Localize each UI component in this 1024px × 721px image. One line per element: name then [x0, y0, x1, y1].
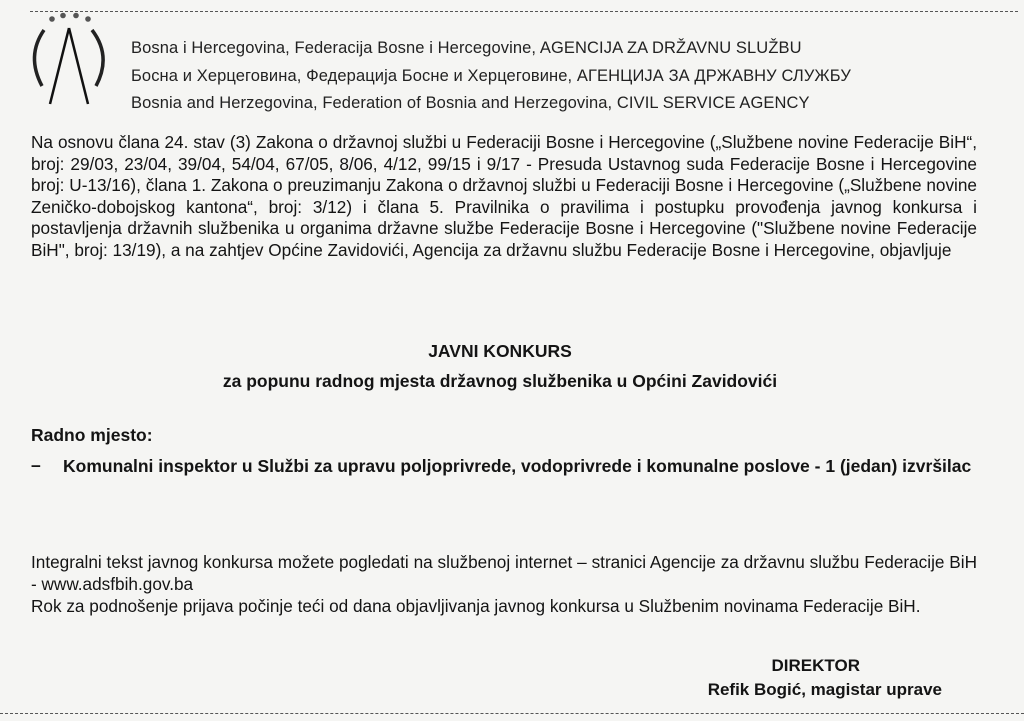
signature-name: Refik Bogić, magistar uprave — [707, 680, 942, 699]
signature-role: DIREKTOR — [771, 656, 860, 675]
dashed-border-top — [30, 11, 1018, 12]
position-description: Komunalni inspektor u Službi za upravu poljoprivrede, vodoprivrede i komunalne poslove - 1 (jedan) izvršilac — [63, 456, 972, 476]
dashed-border-bottom — [0, 713, 1024, 714]
position-label: Radno mjesto: — [31, 425, 153, 445]
signature-block — [708, 654, 942, 702]
announcement-title: JAVNI KONKURS — [428, 341, 572, 361]
header-line-cyrillic: Босна и Херцеговина, Федерација Босне и Херцеговине, АГЕНЦИЈА ЗА ДРЖАВНУ СЛУЖБУ — [131, 66, 851, 85]
header-line-bosnian: Bosna i Hercegovina, Federacija Bosne i Hercegovine, AGENCIJA ZA DRŽAVNU SLUŽBU — [131, 39, 802, 57]
info-section — [31, 551, 977, 617]
announcement-subtitle: za popunu radnog mjesta državnog službenika u Općini Zavidovići — [222, 371, 778, 391]
agency-logo-icon — [22, 12, 114, 112]
info-paragraph-deadline: Rok za podnošenje prijava počinje teći od dana objavljivanja javnog konkursa u Službenim novinama Federacije BiH. — [31, 596, 921, 616]
header-line-english: Bosnia and Herzegovina, Federation of Bosnia and Herzegovina, CIVIL SERVICE AGENCY — [131, 94, 810, 112]
intro-paragraph: Na osnovu člana 24. stav (3) Zakona o državnoj službi u Federaciji Bosne i Hercegovine („Službene novine Federacije BiH“, broj: 29/03, 23/04, 39/04, 54/04, 67/05, 8/06, 4/12, 99/15 i 9/17 - Presuda Ustavnog suda Federacije Bosne i Hercegovine broj: U-13/16), člana 1. Zakona o preuzimanju Zakona o državnoj službi u Federaciji Bosne i Hercegovine („Službene novine Zeničko-dobojskog kantona“, broj: 3/12) i člana 5. Pravilnika o pravilima i postupku provođenja javnog konkursa i postavljenja državnih službenika u organima državne službe Federacije Bosne i Hercegovine ("Službene novine Federacije BiH", broj: 13/19), a na zahtjev Općine Zavidovići, Agencija za državnu službu Federacije Bosne i Hercegovine, objavljuje — [31, 132, 977, 260]
position-dash: – — [31, 455, 41, 475]
agency-header — [131, 35, 851, 118]
info-paragraph-website: Integralni tekst javnog konkursa možete pogledati na službenoj internet – stranici Agencije za državnu službu Federacije BiH - www.adsfbih.gov.ba — [31, 552, 977, 594]
